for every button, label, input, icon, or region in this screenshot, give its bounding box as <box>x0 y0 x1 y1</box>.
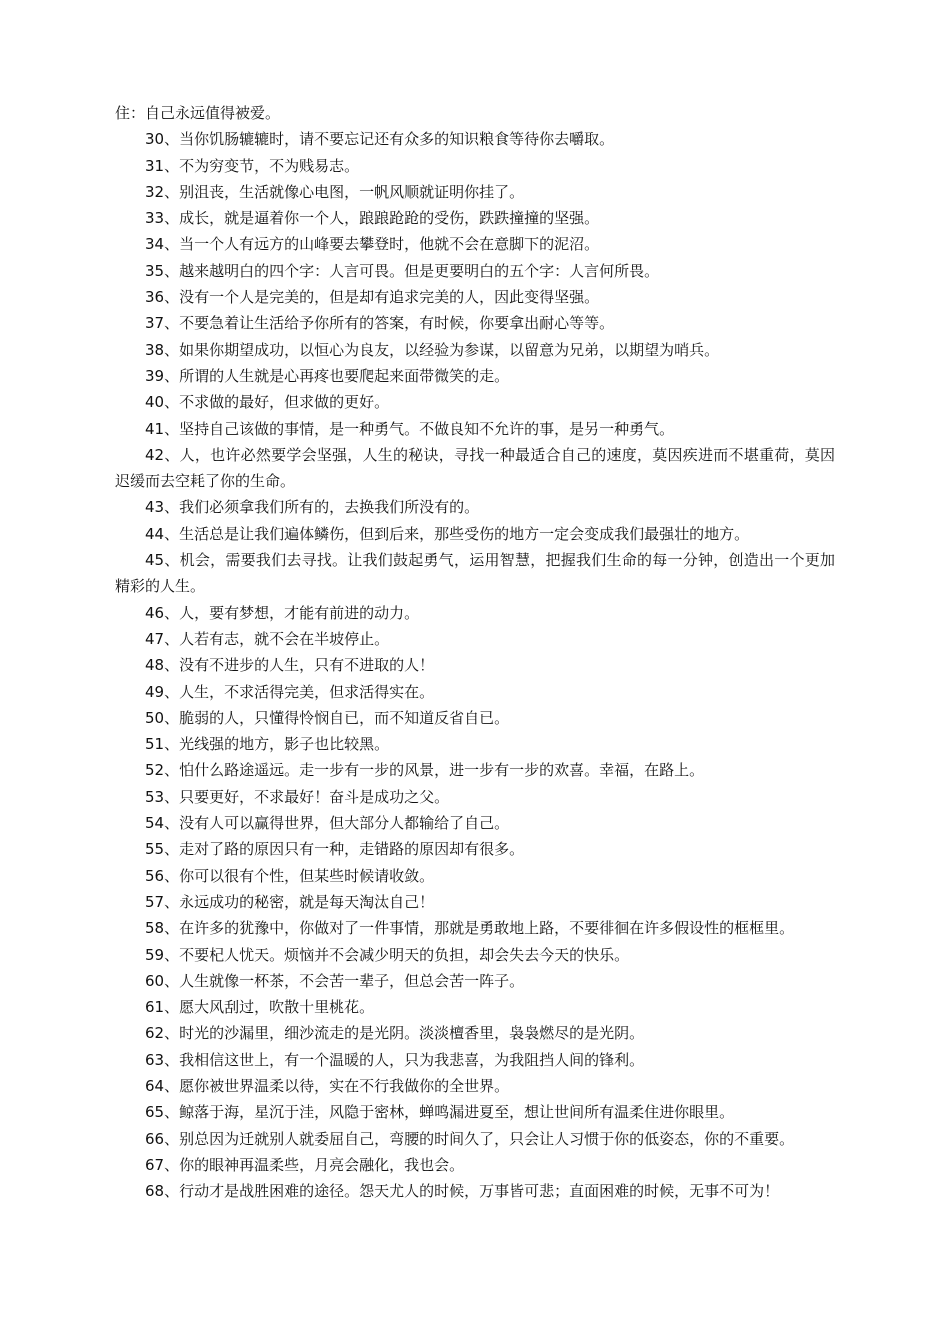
quote-item: 43、我们必须拿我们所有的，去换我们所没有的。 <box>145 498 480 517</box>
quote-item: 40、不求做的最好，但求做的更好。 <box>145 393 390 412</box>
quote-item: 61、愿大风刮过，吹散十里桃花。 <box>145 998 375 1017</box>
quote-item: 57、永远成功的秘密，就是每天淘汰自己！ <box>145 892 435 911</box>
quote-item: 65、鲸落于海，星沉于洼，风隐于密林，蝉鸣漏进夏至，想让世间所有温柔住进你眼里。 <box>145 1103 735 1122</box>
quote-item: 39、所谓的人生就是心再疼也要爬起来面带微笑的走。 <box>145 366 510 385</box>
quote-item: 42、人，也许必然要学会坚强，人生的秘诀，寻找一种最适合自己的速度，莫因疾进而不堪重荷，莫因迟缓而去空耗了你的生命。 <box>115 445 835 491</box>
quote-item: 56、你可以很有个性，但某些时候请收敛。 <box>145 866 435 885</box>
quote-item: 58、在许多的犹豫中，你做对了一件事情，那就是勇敢地上路，不要徘徊在许多假设性的框框里。 <box>145 919 795 938</box>
quote-item: 33、成长，就是逼着你一个人，踉踉跄跄的受伤，跌跌撞撞的坚强。 <box>145 209 600 228</box>
quote-item: 47、人若有志，就不会在半坡停止。 <box>145 629 390 648</box>
quote-item: 44、生活总是让我们遍体鳞伤，但到后来，那些受伤的地方一定会变成我们最强壮的地方。 <box>145 524 750 543</box>
quote-item: 68、行动才是战胜困难的途径。怨天尤人的时候，万事皆可悲；直面困难的时候，无事不可为！ <box>145 1182 780 1201</box>
paragraph-continuation: 住：自己永远值得被爱。 <box>115 104 281 122</box>
quote-item: 31、不为穷变节，不为贱易志。 <box>145 156 360 175</box>
quote-item: 52、怕什么路途遥远。走一步有一步的风景，进一步有一步的欢喜。幸福，在路上。 <box>145 761 705 780</box>
quote-item: 54、没有人可以赢得世界，但大部分人都输给了自己。 <box>145 814 510 833</box>
quote-item: 30、当你饥肠辘辘时，请不要忘记还有众多的知识粮食等待你去嚼取。 <box>145 130 615 149</box>
quote-item: 38、如果你期望成功，以恒心为良友，以经验为参谋，以留意为兄弟，以期望为哨兵。 <box>145 340 720 359</box>
quote-item: 45、机会，需要我们去寻找。让我们鼓起勇气，运用智慧，把握我们生命的每一分钟，创造出一个更加精彩的人生。 <box>115 551 835 596</box>
quote-item: 62、时光的沙漏里，细沙流走的是光阴。淡淡檀香里，袅袅燃尽的是光阴。 <box>145 1024 645 1043</box>
quote-item: 37、不要急着让生活给予你所有的答案，有时候，你要拿出耐心等等。 <box>145 314 615 333</box>
quote-item: 36、没有一个人是完美的，但是却有追求完美的人，因此变得坚强。 <box>145 288 600 307</box>
quote-item: 49、人生，不求活得完美，但求活得实在。 <box>145 682 435 701</box>
quote-item: 67、你的眼神再温柔些，月亮会融化，我也会。 <box>145 1155 465 1174</box>
quote-item: 48、没有不进步的人生，只有不进取的人！ <box>145 656 435 675</box>
quote-item: 55、走对了路的原因只有一种，走错路的原因却有很多。 <box>145 840 525 859</box>
quote-item: 41、坚持自己该做的事情，是一种勇气。不做良知不允许的事，是另一种勇气。 <box>145 419 675 438</box>
quote-item: 66、别总因为迁就别人就委屈自己，弯腰的时间久了，只会让人习惯于你的低姿态，你的不重要。 <box>145 1129 795 1148</box>
quote-item: 63、我相信这世上，有一个温暖的人，只为我悲喜，为我阻挡人间的锋利。 <box>145 1050 645 1069</box>
quote-item: 60、人生就像一杯茶，不会苦一辈子，但总会苦一阵子。 <box>145 971 525 990</box>
quote-item: 59、不要杞人忧天。烦恼并不会减少明天的负担，却会失去今天的快乐。 <box>145 945 630 964</box>
quote-item: 50、脆弱的人，只懂得怜悯自已，而不知道反省自已。 <box>145 708 510 727</box>
quote-item: 64、愿你被世界温柔以待，实在不行我做你的全世界。 <box>145 1076 510 1095</box>
quote-item: 35、越来越明白的四个字：人言可畏。但是更要明白的五个字：人言何所畏。 <box>145 261 660 280</box>
quote-item: 53、只要更好，不求最好！奋斗是成功之父。 <box>145 787 450 806</box>
quote-item: 46、人，要有梦想，才能有前进的动力。 <box>145 603 420 622</box>
document-body <box>115 100 835 1204</box>
quote-item: 51、光线强的地方，影子也比较黑。 <box>145 735 390 754</box>
quote-item: 32、别沮丧，生活就像心电图，一帆风顺就证明你挂了。 <box>145 182 525 201</box>
quote-item: 34、当一个人有远方的山峰要去攀登时，他就不会在意脚下的泥沼。 <box>145 235 600 254</box>
